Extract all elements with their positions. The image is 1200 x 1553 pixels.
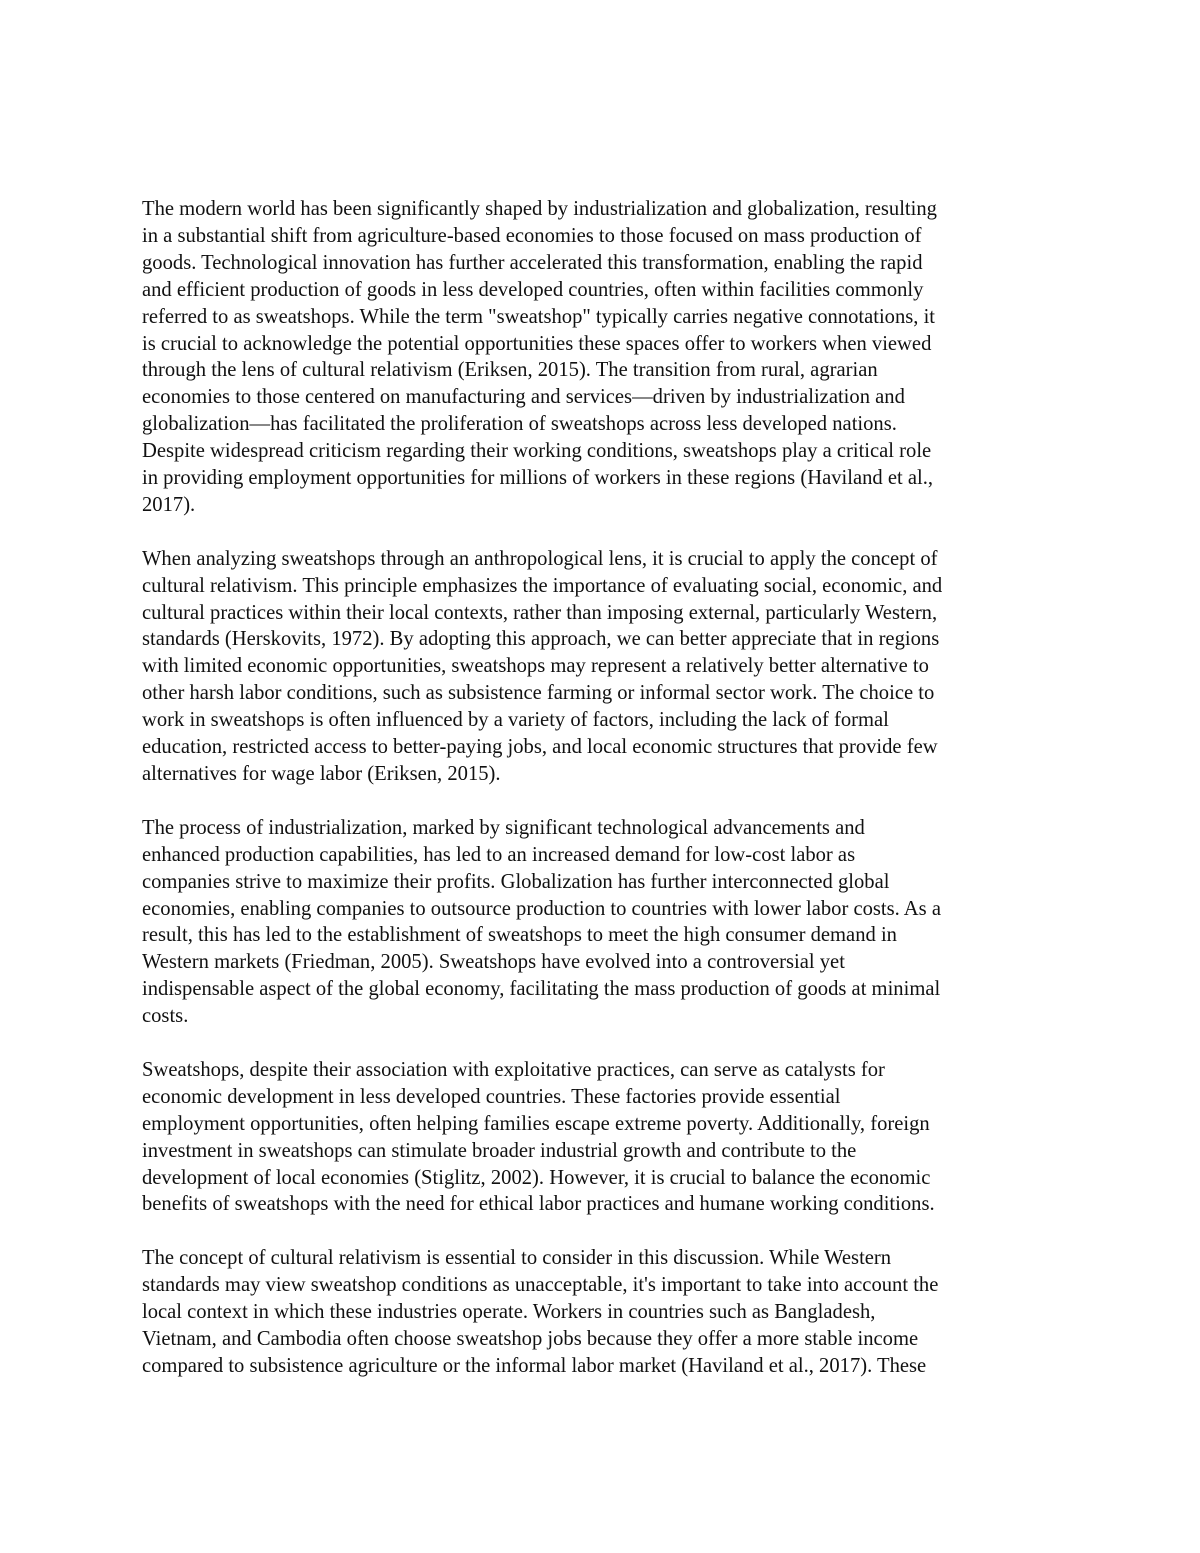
- paragraph-local-context: The concept of cultural relativism is essential to consider in this discussion. While Western standards may view sweatshop conditions as unacceptable, it's important to take into account the local context in which these industries operate. Workers in countries such as Bangladesh, Vietnam, and Cambodia often choose sweatshop jobs because they offer a more stable income compared to subsistence agriculture or the informal labor market (Haviland et al., 2017). These: [142, 1247, 939, 1377]
- paragraph-cultural-relativism-lens: When analyzing sweatshops through an anthropological lens, it is crucial to apply the concept of cultural relativism. This principle emphasizes the importance of evaluating social, economic, and cultural practices within their local contexts, rather than imposing external, particularly Western, standards (Herskovits, 1972). By adopting this approach, we can better appreciate that in regions with limited economic opportunities, sweatshops may represent a relatively better alternative to other harsh labor conditions, such as subsistence farming or informal sector work. The choice to work in sweatshops is often influenced by a variety of factors, including the lack of formal education, restricted access to better-paying jobs, and local economic structures that provide few alternatives for wage labor (Eriksen, 2015).: [142, 547, 943, 786]
- document-body: [142, 196, 1060, 1380]
- paragraph-economic-development: Sweatshops, despite their association with exploitative practices, can serve as catalysts for economic development in less developed countries. These factories provide essential employment opportunities, often helping families escape extreme poverty. Additionally, foreign investment in sweatshops can stimulate broader industrial growth and contribute to the development of local economies (Stiglitz, 2002). However, it is crucial to balance the economic benefits of sweatshops with the need for ethical labor practices and humane working conditions.: [142, 1058, 935, 1216]
- paragraph-industrialization-intro: The modern world has been significantly shaped by industrialization and globalization, resulting in a substantial shift from agriculture-based economies to those focused on mass production of goods. Technological innovation has further accelerated this transformation, enabling the rapid and efficient production of goods in less developed countries, often within facilities commonly referred to as sweatshops. While the term "sweatshop" typically carries negative connotations, it is crucial to acknowledge the potential opportunities these spaces offer to workers when viewed through the lens of cultural relativism (Eriksen, 2015). The transition from rural, agrarian economies to those centered on manufacturing and services—driven by industrialization and globalization—has facilitated the proliferation of sweatshops across less developed nations. Despite widespread criticism regarding their working conditions, sweatshops play a critical role in providing employment opportunities for millions of workers in these regions (Haviland et al., 2017).: [142, 198, 937, 516]
- paragraph-low-cost-labor: The process of industrialization, marked by significant technological advancements and enhanced production capabilities, has led to an increased demand for low-cost labor as companies strive to maximize their profits. Globalization has further interconnected global economies, enabling companies to outsource production to countries with lower labor costs. As a result, this has led to the establishment of sweatshops to meet the high consumer demand in Western markets (Friedman, 2005). Sweatshops have evolved into a controversial yet indispensable aspect of the global economy, facilitating the mass production of goods at minimal costs.: [142, 816, 941, 1028]
